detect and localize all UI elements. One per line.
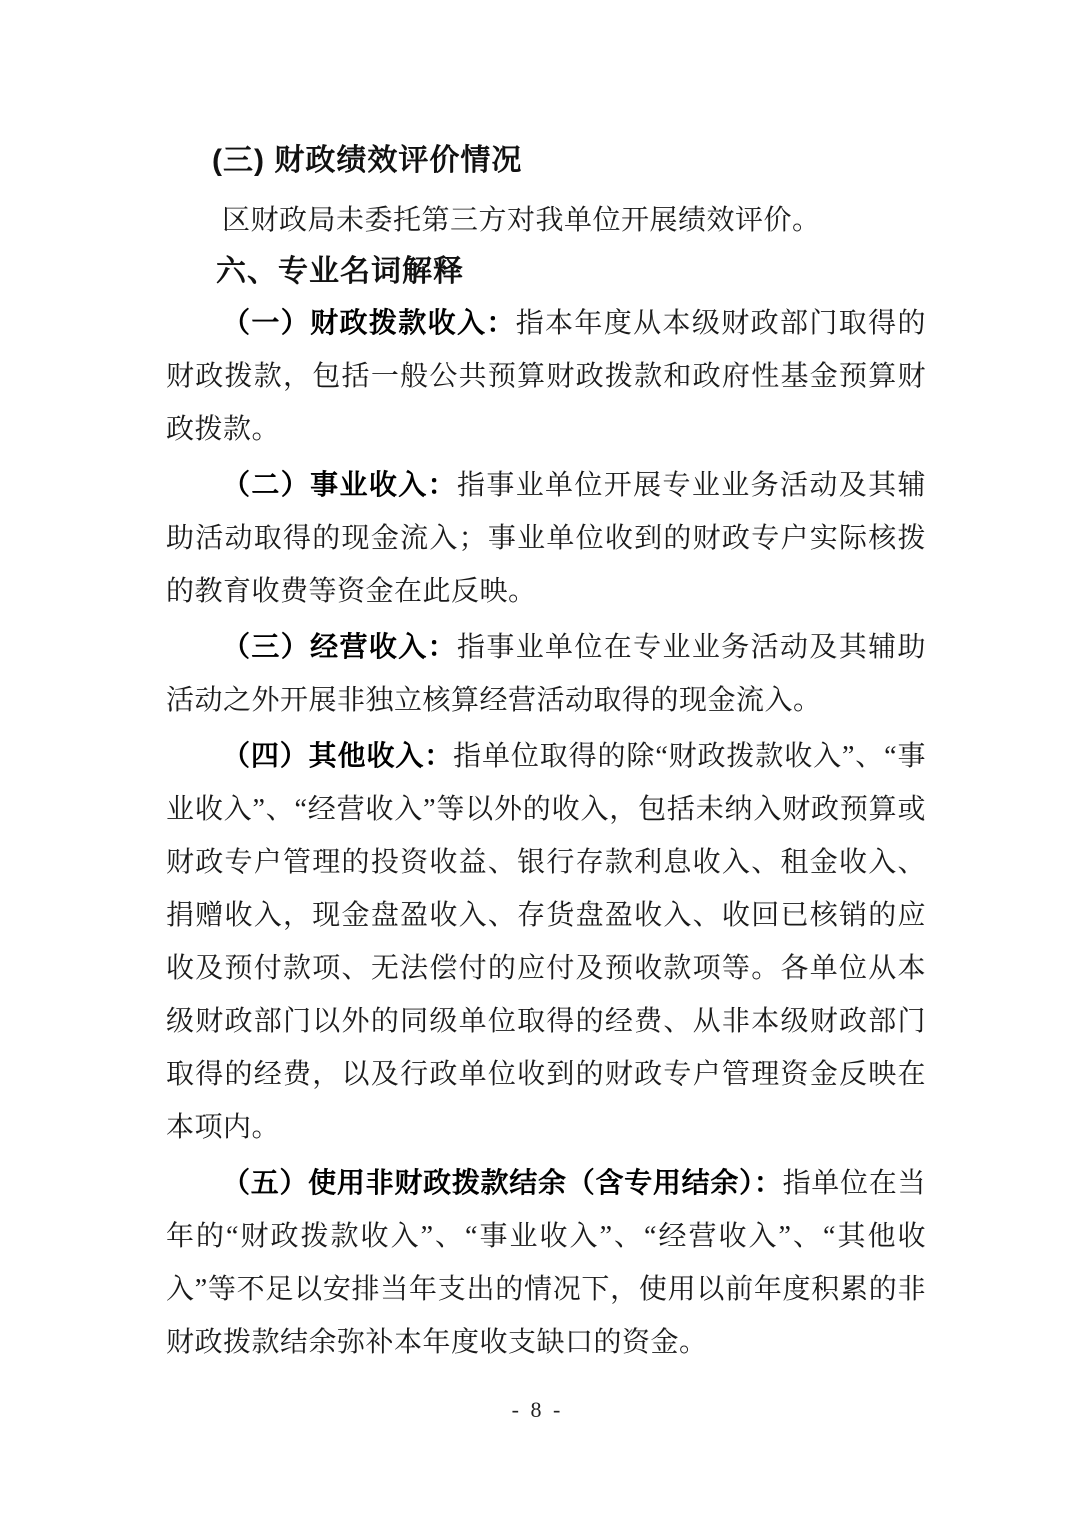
intro-paragraph: 区财政局未委托第三方对我单位开展绩效评价。 — [222, 205, 821, 236]
term-lead: （四）其他收入： — [222, 741, 454, 772]
section-heading-performance-evaluation: (三) 财政绩效评价情况 — [212, 144, 523, 177]
term-paragraph-operating-income — [166, 621, 926, 727]
term-body: 指单位在当年的“财政拨款收入”、“事业收入”、“经营收入”、“其他收入”等不足以安排当年支出的情况下，使用以前年度积累的非财政拨款结余弥补本年度收支缺口的资金。 — [166, 1168, 926, 1358]
section-heading-terminology: 六、专业名词解释 — [216, 255, 464, 288]
document-page — [166, 140, 926, 1372]
term-lead: （五）使用非财政拨款结余（含专用结余）： — [222, 1168, 783, 1199]
term-lead: （二）事业收入： — [222, 470, 457, 501]
term-paragraph-business-income — [166, 459, 926, 618]
term-body: 指单位取得的除“财政拨款收入”、“事业收入”、“经营收入”等以外的收入，包括未纳入财政预算或财政专户管理的投资收益、银行存款利息收入、租金收入、捐赠收入，现金盘盈收入、存货盘盈收入、收回已核销的应收及预付款项、无法偿付的应付及预收款项等。各单位从本级财政部门以外的同级单位取得的经费、从非本级财政部门取得的经费，以及行政单位收到的财政专户管理资金反映在本项内。 — [166, 741, 926, 1143]
term-paragraph-fiscal-appropriation-income — [166, 297, 926, 456]
term-paragraph-non-fiscal-surplus — [166, 1157, 926, 1369]
term-paragraph-other-income — [166, 730, 926, 1154]
term-body: 指事业单位开展专业业务活动及其辅助活动取得的现金流入；事业单位收到的财政专户实际核拨的教育收费等资金在此反映。 — [166, 470, 926, 607]
term-lead: （三）经营收入： — [222, 632, 457, 663]
term-body: 指事业单位在专业业务活动及其辅助活动之外开展非独立核算经营活动取得的现金流入。 — [166, 632, 926, 716]
term-lead: （一）财政拨款收入： — [222, 308, 516, 339]
term-body: 指本年度从本级财政部门取得的财政拨款，包括一般公共预算财政拨款和政府性基金预算财政拨款。 — [166, 308, 926, 445]
page-number: - 8 - — [511, 1397, 564, 1422]
